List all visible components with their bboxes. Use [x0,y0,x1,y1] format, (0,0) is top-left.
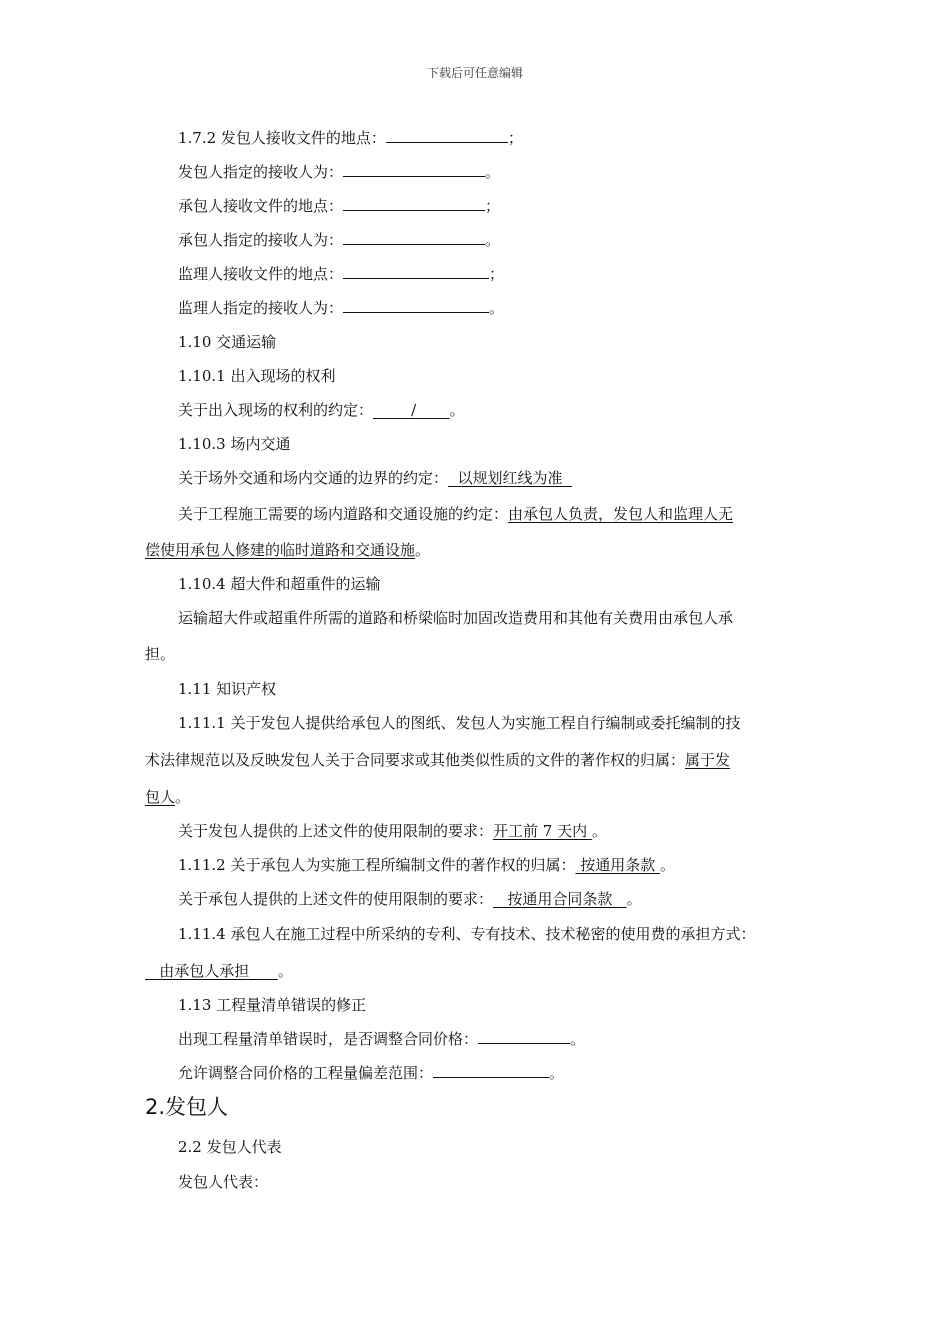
line-1-11-4: 1.11.4 承包人在施工过程中所采纳的专利、专有技术、技术秘密的使用费的承担方式： [178,925,756,943]
line-1-11-1-cont: 术法律规范以及反映发包人关于合同要求或其他类似性质的文件的著作权的归属：属于发 [145,751,731,769]
line-bill-error: 出现工程量清单错误时，是否调整合同价格： 。 [178,1030,586,1048]
line-transport-cost: 运输超大件或超重件所需的道路和桥梁临时加固改造费用和其他有关费用由承包人承 [178,609,734,627]
section-1-10-4: 1.10.4 超大件和超重件的运输 [178,575,381,593]
line-contractor-location: 承包人接收文件的地点： ； [178,197,501,215]
line-1-11-2: 1.11.2 关于承包人为实施工程所编制文件的著作权的归属： 按通用条款 。 [178,856,676,874]
blank-field[interactable] [343,264,489,279]
section-2-2: 2.2 发包人代表 [178,1138,282,1156]
line-traffic-boundary: 关于场外交通和场内交通的边界的约定： 以规划红线为准 [178,469,573,487]
blank-field[interactable] [343,298,489,313]
line-site-roads-cont: 偿使用承包人修建的临时道路和交通设施。 [145,541,431,559]
blank-field[interactable] [386,128,508,143]
line-supervisor-recipient: 监理人指定的接收人为： 。 [178,299,505,317]
section-1-10-1: 1.10.1 出入现场的权利 [178,367,336,385]
section-1-13: 1.13 工程量清单错误的修正 [178,996,367,1014]
line-1-11-1: 1.11.1 关于发包人提供给承包人的图纸、发包人为实施工程自行编制或委托编制的技 [178,714,741,732]
blank-field[interactable] [343,230,485,245]
line-contractor-recipient: 承包人指定的接收人为： 。 [178,231,501,249]
blank-field[interactable] [478,1029,570,1044]
heading-employer: 2.发包人 [145,1095,229,1119]
line-1-7-2: 1.7.2 发包人接收文件的地点： ； [178,129,523,147]
line-employer-doc-limit: 关于发包人提供的上述文件的使用限制的要求：开工前 7 天内 。 [178,822,607,840]
blank-field[interactable] [433,1063,549,1078]
page-header: 下载后可任意编辑 [426,66,523,80]
line-employer-recipient: 发包人指定的接收人为： 。 [178,163,501,181]
blank-field[interactable] [343,162,485,177]
line-transport-cost-cont: 担。 [145,645,176,663]
line-quantity-deviation: 允许调整合同价格的工程量偏差范围： 。 [178,1064,565,1082]
line-1-11-4-cont: 由承包人承担 。 [145,962,293,980]
line-1-11-1-end: 包人。 [145,788,191,806]
line-contractor-doc-limit: 关于承包人提供的上述文件的使用限制的要求： 按通用合同条款 。 [178,890,642,908]
section-1-10: 1.10 交通运输 [178,333,277,351]
line-site-roads: 关于工程施工需要的场内道路和交通设施的约定：由承包人负责，发包人和监理人无 [178,505,734,523]
line-employer-rep: 发包人代表： [178,1173,269,1191]
line-supervisor-location: 监理人接收文件的地点： ； [178,265,505,283]
section-1-11: 1.11 知识产权 [178,680,277,698]
line-site-access: 关于出入现场的权利的约定： / 。 [178,401,465,419]
section-1-10-3: 1.10.3 场内交通 [178,435,291,453]
blank-field[interactable] [343,196,485,211]
